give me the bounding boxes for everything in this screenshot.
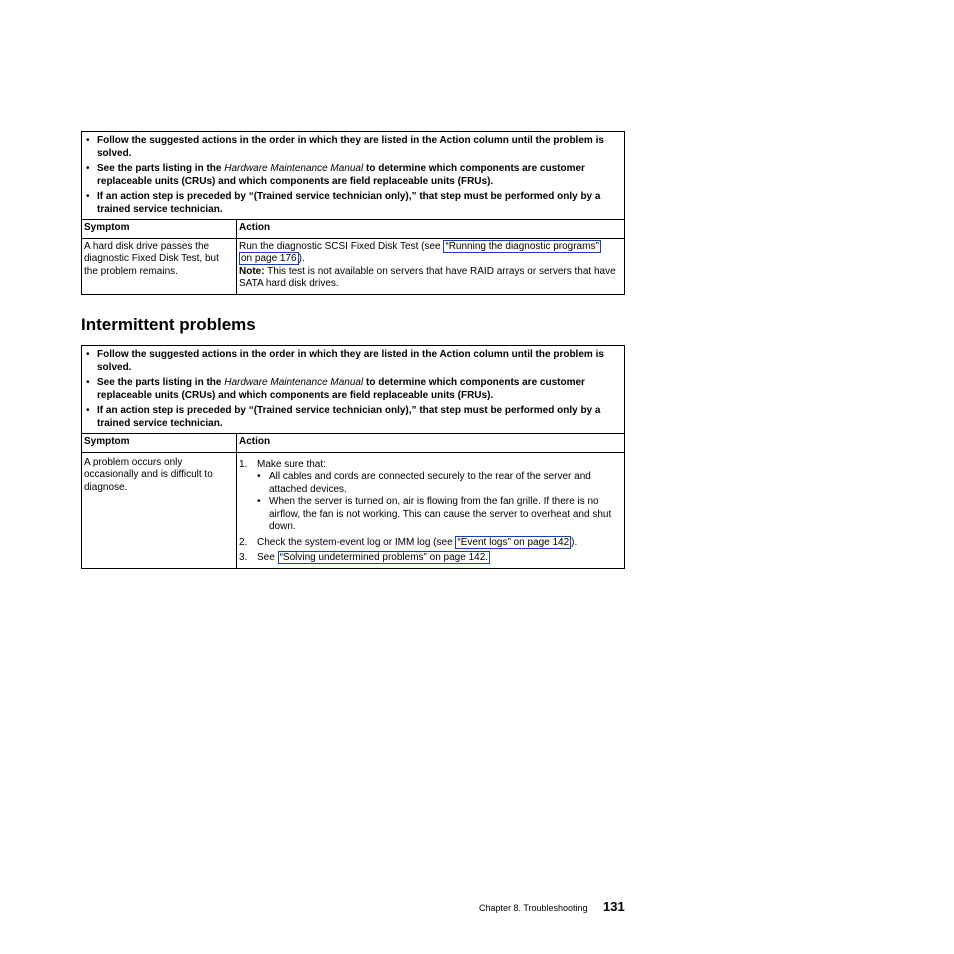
bullet: •	[257, 496, 261, 507]
sub-item	[257, 496, 622, 534]
action-header: Action	[237, 434, 625, 453]
bullet: •	[86, 377, 90, 388]
step-text: See	[257, 552, 278, 563]
instruction-item	[84, 377, 620, 402]
symptom-cell: A hard disk drive passes the diagnostic Fixed Disk Test, but the problem remains.	[82, 238, 237, 294]
instruction-text: Follow the suggested actions in the order in which they are listed in the Action column until the problem is solved.	[97, 135, 604, 159]
hard-disk-problems-table	[81, 131, 625, 295]
instruction-item	[84, 191, 620, 216]
step-text: Make sure that:	[257, 458, 326, 470]
step-item	[239, 537, 622, 550]
instruction-item	[84, 405, 620, 430]
step-item	[239, 459, 622, 534]
instruction-text: See the parts listing in the	[97, 377, 225, 388]
bullet: •	[86, 191, 90, 202]
step-text: ).	[571, 536, 578, 548]
symptom-cell: A problem occurs only occasionally and is difficult to diagnose.	[82, 452, 237, 568]
instruction-item	[84, 349, 620, 374]
step-number: 3.	[239, 552, 248, 563]
instruction-item	[84, 135, 620, 160]
table-row	[82, 238, 625, 294]
manual-title: Hardware Maintenance Manual	[224, 377, 364, 388]
step-text: Check the system-event log or IMM log (see	[257, 536, 456, 548]
sub-text: All cables and cords are connected securely to the rear of the server and attached devices.	[269, 471, 591, 495]
intermittent-problems-table	[81, 345, 625, 569]
instructions-list	[84, 135, 620, 216]
step-number: 1.	[239, 458, 248, 470]
step-item	[239, 552, 622, 565]
sub-item	[257, 471, 622, 496]
symptom-header: Symptom	[82, 220, 237, 239]
instruction-text: If an action step is preceded by “(Trained service technician only),” that step must be performed only by a trained service technician.	[97, 405, 601, 429]
page-number: 131	[603, 899, 625, 914]
section-heading: Intermittent problems	[81, 315, 256, 334]
table-header-row	[82, 434, 625, 453]
action-text: Run the diagnostic SCSI Fixed Disk Test (see	[239, 240, 444, 252]
instruction-text: to determine which components are customer replaceable units (CRUs) and which components are field replaceable units (FRUs).	[97, 163, 585, 187]
instruction-text: See the parts listing in the	[97, 163, 225, 174]
instruction-item	[84, 163, 620, 188]
bullet: •	[257, 471, 261, 482]
bullet: •	[86, 349, 90, 360]
table-row	[82, 452, 625, 568]
footer-chapter: Chapter 8. Troubleshooting	[479, 903, 588, 913]
symptom-header: Symptom	[82, 434, 237, 453]
action-text: ).	[298, 253, 305, 264]
instruction-text: Follow the suggested actions in the order in which they are listed in the Action column until the problem is solved.	[97, 349, 604, 373]
note-label: Note:	[239, 265, 265, 277]
action-steps	[239, 459, 622, 565]
diagnostic-programs-page-link[interactable]: on page 176	[241, 253, 297, 264]
undetermined-problems-link[interactable]: “Solving undetermined problems” on page 142.	[279, 552, 489, 563]
bullet: •	[86, 405, 90, 416]
event-logs-link[interactable]: “Event logs” on page 142	[457, 536, 570, 548]
action-cell	[237, 238, 625, 294]
table-header-row	[82, 220, 625, 239]
note-text: This test is not available on servers that have RAID arrays or servers that have SATA hard disk drives.	[239, 265, 616, 289]
instruction-text: to determine which components are customer replaceable units (CRUs) and which components are field replaceable units (FRUs).	[97, 377, 585, 401]
bullet: •	[86, 135, 90, 146]
sub-list	[257, 471, 622, 534]
instruction-text: If an action step is preceded by “(Trained service technician only),” that step must be performed only by a trained service technician.	[97, 191, 601, 215]
bullet: •	[86, 163, 90, 174]
instructions-cell	[82, 132, 625, 220]
sub-text: When the server is turned on, air is flowing from the fan grille. If there is no airflow, the fan is not working. This can cause the server to overheat and shut down.	[269, 496, 612, 532]
step-number: 2.	[239, 536, 248, 548]
manual-title: Hardware Maintenance Manual	[224, 163, 364, 174]
instructions-cell	[82, 346, 625, 434]
action-header: Action	[237, 220, 625, 239]
action-cell	[237, 452, 625, 568]
diagnostic-programs-link[interactable]: “Running the diagnostic programs”	[445, 240, 599, 252]
instructions-list	[84, 349, 620, 430]
